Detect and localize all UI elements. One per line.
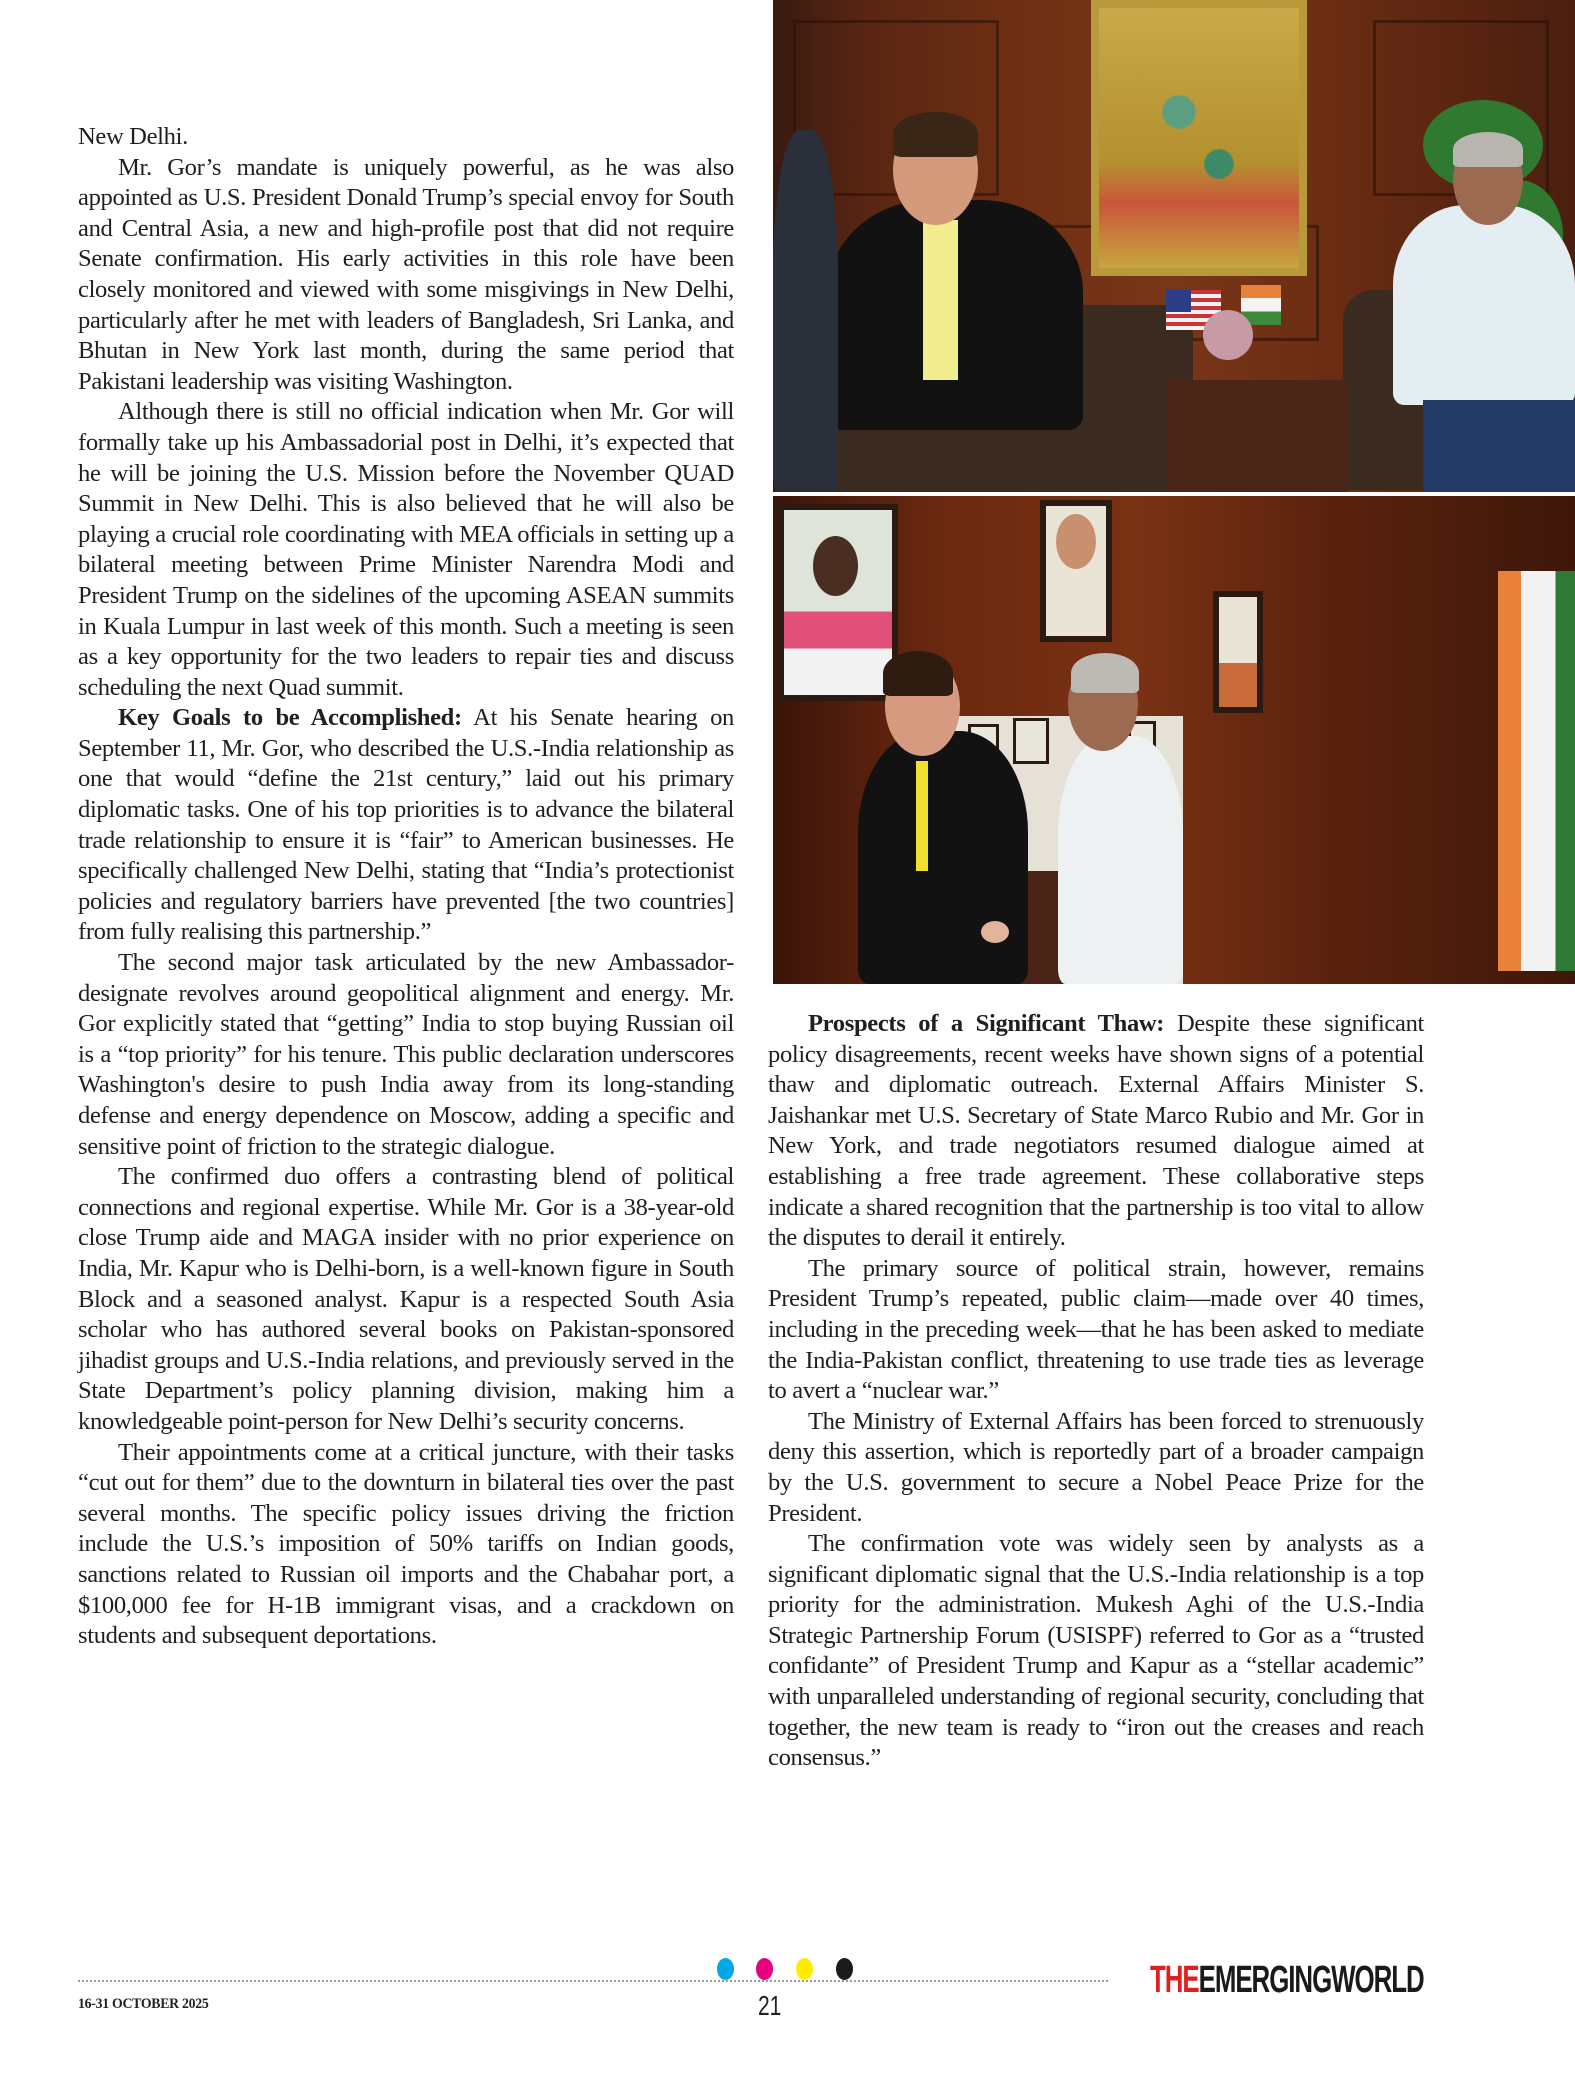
paragraph: Although there is still no official indication when Mr. Gor will formally take up his Ambassadorial post in Delhi, it’s expected that he will be joining the U.S. Mission before the November QUAD Summit in New Delhi. This is also believed that he will also be playing a crucial role coordinating with MEA officials in setting up a bilateral meeting between Prime Minister Narendra Modi and President Trump on the sidelines of the upcoming ASEAN summits in Kuala Lumpur in last week of this month. Such a meeting is seen as a key opportunity for the two leaders to repair ties and discuss scheduling the next Quad summit.: [78, 398, 734, 701]
photo-meeting: [773, 0, 1575, 492]
publication-logo: [1150, 1960, 1424, 2000]
registration-dot-magenta: [756, 1958, 773, 1980]
section-heading: Key Goals to be Accomplished:: [118, 704, 462, 732]
yellow-tie: [923, 220, 958, 380]
portrait-face: [1056, 514, 1096, 569]
section-heading: Prospects of a Significant Thaw:: [808, 1010, 1165, 1037]
painting: [1091, 0, 1307, 276]
paragraph: New Delhi.: [78, 123, 188, 150]
person-foreground: [773, 130, 838, 492]
portrait-face: [813, 536, 858, 596]
paragraph: [768, 1009, 1424, 1254]
paragraph: Their appointments come at a critical juncture, with their tasks “cut out for them” due to the downturn in bilateral ties over the past several months. The specific policy issues driving the friction include the U.S.’s imposition of 50% tariffs on Indian goods, sanctions related to Russian oil imports and the Chabahar port, a $100,000 fee for H-1B immigrant visas, and a crackdown on students and subsequent deportations.: [78, 1438, 734, 1650]
hair: [1071, 653, 1139, 693]
flowers: [1203, 310, 1253, 360]
yellow-tie: [916, 761, 928, 871]
person-in-white: [1058, 736, 1183, 984]
person-in-white: [1393, 205, 1575, 405]
paragraph: [78, 703, 734, 948]
photo-frame: [1013, 718, 1049, 764]
portrait-frame: [1213, 591, 1263, 713]
photo-handshake: [773, 496, 1575, 984]
hair: [1453, 132, 1523, 167]
paragraph-text: Despite these significant policy disagreements, recent weeks have shown signs of a potential thaw and diplomatic outreach. External Affairs Minister S. Jaishankar met U.S. Secretary of State Marco Rubio and Mr. Gor in New York, and trade negotiators resumed dialogue aimed at establishing a free trade agreement. These collaborative steps indicate a shared recognition that the partnership is too vital to allow the disputes to derail it entirely.: [768, 1010, 1424, 1252]
paragraph-text: At his Senate hearing on September 11, Mr. Gor, who described the U.S.-India relationship as one that would “define the 21st century,” laid out his primary diplomatic tasks. One of his top priorities is to advance the bilateral trade relationship to ensure it is “fair” to American businesses. He specifically challenged New Delhi, stating that “India’s protectionist policies and regulatory barriers have prevented [the two countries] from fully realising this partnership.”: [78, 704, 735, 946]
paragraph: Mr. Gor’s mandate is uniquely powerful, as he was also appointed as U.S. President Donald Trump’s special envoy for South and Central Asia, a new and high-profile post that did not require Senate confirmation. His early activities in this role have been closely monitored and viewed with some misgivings in New Delhi, particularly after he met with leaders of Bangladesh, Sri Lanka, and Bhutan in New York last month, during the same period that Pakistani leadership was visiting Washington.: [78, 153, 734, 395]
portrait-frame: [778, 504, 898, 701]
hair: [893, 112, 978, 157]
trousers: [1423, 400, 1575, 492]
side-table: [1168, 380, 1348, 492]
logo-the: THE: [1150, 1959, 1199, 2001]
paragraph: The confirmation vote was widely seen by analysts as a significant diplomatic signal that the U.S.-India relationship is a top priority for the administration. Mukesh Aghi of the U.S.-India Strategic Partnership Forum (USISPF) referred to Gor as a “trusted confidante” of President Trump and Kapur as a “stellar academic” with unparalleled understanding of regional security, concluding that together, the new team is ready to “iron out the creases and reach consensus.”: [768, 1530, 1424, 1772]
page-number: 21: [758, 1990, 782, 2021]
paragraph: The Ministry of External Affairs has been forced to strenuously deny this assertion, which is reportedly part of a broader campaign by the U.S. government to secure a Nobel Peace Prize for the President.: [768, 1407, 1424, 1527]
paragraph: The confirmed duo offers a contrasting blend of political connections and regional expertise. While Mr. Gor is a 38-year-old close Trump aide and MAGA insider with no prior experience on India, Mr. Kapur who is Delhi-born, is a well-known figure in South Block and a seasoned analyst. Kapur is a respected South Asia scholar who has authored several books on Pakistan-sponsored jihadist groups and U.S.-India relations, and previously served in the State Department’s policy planning division, making him a knowledgeable point-person for New Delhi’s security concerns.: [78, 1163, 734, 1435]
article-right-column: [768, 1009, 1424, 1774]
paragraph: The primary source of political strain, however, remains President Trump’s repeated, public claim—made over 40 times, including in the preceding week—that he has been asked to mediate the India-Pakistan conflict, threatening to use trade ties as leverage to avert a “nuclear war.”: [768, 1254, 1424, 1405]
hair: [883, 651, 953, 696]
footer-divider: [78, 1980, 1108, 1982]
handshake: [981, 921, 1009, 943]
registration-dot-cyan: [717, 1958, 734, 1980]
india-flag: [1498, 571, 1575, 971]
person-in-suit: [858, 731, 1028, 984]
logo-emerging-world: EMERGINGWORLD: [1198, 1959, 1424, 2001]
registration-dot-yellow: [796, 1958, 813, 1980]
issue-date: 16-31 OCTOBER 2025: [78, 1996, 209, 2012]
article-left-column: [78, 122, 734, 1652]
paragraph: The second major task articulated by the new Ambassador-designate revolves around geopolitical alignment and energy. Mr. Gor explicitly stated that “getting” India to stop buying Russian oil is a “top priority” for his tenure. This public declaration underscores Washington's desire to push India away from its long-standing defense and energy dependence on Moscow, adding a specific and sensitive point of friction to the strategic dialogue.: [78, 949, 734, 1160]
registration-dot-black: [836, 1958, 853, 1980]
